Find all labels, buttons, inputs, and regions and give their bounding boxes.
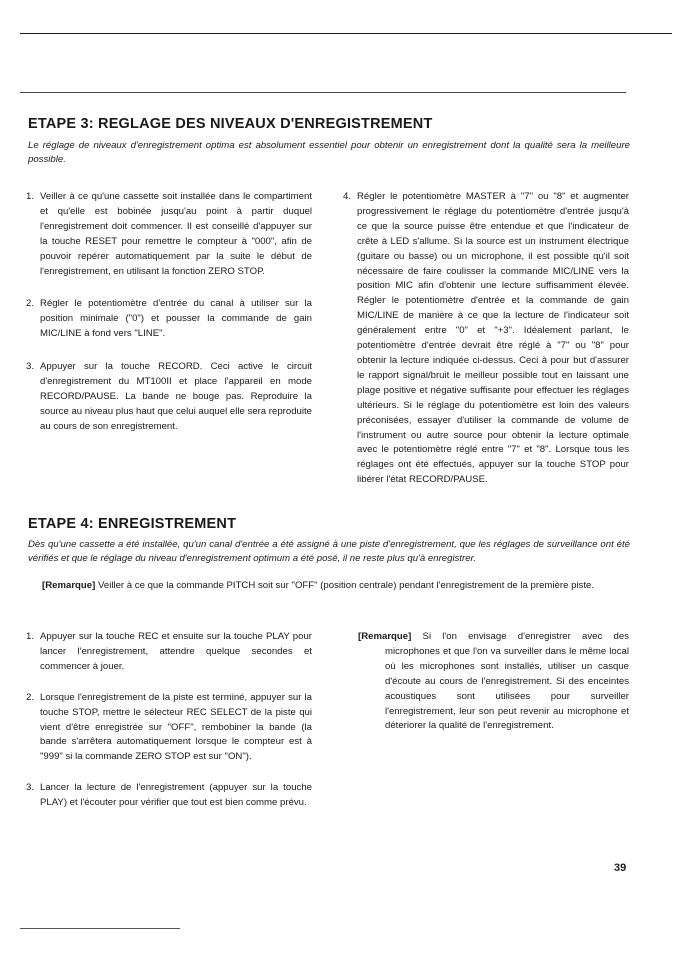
section4-intro: Dès qu'une cassette a été installée, qu'un canal d'entrée a été assigné à une piste d'enregistrement, que les réglages de surveillance ont été vérifiés et que le réglage du niveau d'enregistrement optimum a été posé, il ne reste plus qu'à enregistrer. xyxy=(28,539,630,564)
remark-label: [Remarque] xyxy=(42,580,96,591)
step-text: Appuyer sur la touche REC et ensuite sur la touche PLAY pour lancer l'enregistrement, attendre quelque secondes et commencer à jouer. xyxy=(40,631,312,672)
step-text: Veiller à ce qu'une cassette soit installée dans le compartiment et qu'elle est bobinée jusqu'au point à partir duquel l'enregistrement doit commencer. Il est conseillé d'appuyer sur la touche RESET pour remettre le compteur à "000", afin de pouvoir repérer automatiquement par la suite le début de l'enregistrement, en utilisant la fonction ZERO STOP. xyxy=(40,191,312,277)
list-item xyxy=(26,630,312,675)
section3-title: ETAPE 3: REGLAGE DES NIVEAUX D'ENREGISTREMENT xyxy=(28,116,433,132)
remark-label: [Remarque] xyxy=(358,631,412,642)
page-number: 39 xyxy=(614,862,627,874)
step-text: Régler le potentiomètre d'entrée du canal à utiliser sur la position minimale ("0") et pousser la commande de gain MIC/LINE à fond vers "LINE". xyxy=(40,298,312,340)
step-text: Lorsque l'enregistrement de la piste est terminé, appuyer sur la touche STOP, mettre le sélecteur REC SELECT de la piste qui vient d'être enregistrée sur "OFF", rembobiner la bande (la bande s'arrêtera automatiquement lorsque le compteur est à "999" si la commande ZERO STOP est sur "ON"). xyxy=(40,691,312,763)
step-number: 4. xyxy=(343,191,352,202)
list-item xyxy=(26,297,312,342)
remark-text: Si l'on envisage d'enregistrer avec des microphones et que l'on va surveiller dans le même local où les microphones sont installés, utiliser un casque d'écoute au cours de l'enregistrement. Si des enceintes acoustiques sont utilisées pour surveiller l'enregistrement, leur son peut revenir au microphone et déteriorer la qualité de l'enregistrement. xyxy=(385,631,629,732)
list-item xyxy=(26,691,312,766)
footer-rule xyxy=(20,928,180,929)
list-item xyxy=(343,190,629,488)
step-number: 1. xyxy=(26,191,35,202)
header-rule xyxy=(20,92,626,93)
list-item xyxy=(26,781,312,811)
step-number: 3. xyxy=(26,361,35,373)
step-number: 2. xyxy=(26,298,35,310)
list-item xyxy=(26,360,312,435)
step-text: Lancer la lecture de l'enregistrement (appuyer sur la touche PLAY) et l'écouter pour vérifier que tout est bien comme prévu. xyxy=(40,782,312,809)
list-item xyxy=(26,190,312,279)
section3-left-column xyxy=(26,190,312,435)
remark-text: Veiller à ce que la commande PITCH soit sur "OFF" (position centrale) pendant l'enregistrement de la première piste. xyxy=(97,580,595,591)
section4-left-column xyxy=(26,630,312,811)
step-number: 3. xyxy=(26,782,35,794)
section3-intro: Le réglage de niveaux d'enregistrement optima est absolument essentiel pour obtenir un enregistrement dont la qualité sera la meilleure possible. xyxy=(28,140,630,165)
step-number: 1. xyxy=(26,631,35,642)
remark-note xyxy=(358,630,629,734)
top-rule xyxy=(20,33,672,34)
remark-note xyxy=(42,579,652,594)
step-text: Régler le potentiomètre MASTER à "7" ou "8" et augmenter progressivement le réglage du potentiomètre d'entrée jusqu'à ce que la source puisse être entendue et que l'indicateur de crête à LED s'allume. Si la source est un instrument électrique (guitare ou basse) ou un microphone, il est possible qu'il soit nécessaire de faire coulisser la commande MIC/LINE vers la position MIC afin d'obtenir une lecture suffisamment élevée. Régler le potentiomètre d'entrée et la commande de gain MIC/LINE de manière à ce que la lecture de l'indicateur soit généralement entre "0" et "+3". Idéalement parlant, le potentiomètre d'entrée devrait être réglé à "7" ou "8" pour obtenir la lecture indiquée ci-dessus. Ceci à pour but d'assurer le rapport signal/bruit le meilleur possible tout en laissant une plage positive et négative suffisante pour effectuer les réglages ultérieurs. Si le réglage du potentiomètre est loin des valeurs préconisées, essayer d'utiliser la commande de volume de l'instrument ou autre source pour obtenir la lecture optimale avec le potentiomètre réglé entre "7" et "8". Lorsque tous les réglages ont été effectués, appuyer sur la touche STOP pour libérer l'état RECORD/PAUSE. xyxy=(357,191,629,486)
section4-title: ETAPE 4: ENREGISTREMENT xyxy=(28,516,237,532)
section3-right-column xyxy=(343,190,629,488)
step-text: Appuyer sur la touche RECORD. Ceci active le circuit d'enregistrement du MT100II et place l'appareil en mode RECORD/PAUSE. La bande ne bouge pas. Reproduire la source au niveau plus haut que celui auquel elle sera reproduite au cours de son enregistrement. xyxy=(40,361,313,432)
step-number: 2. xyxy=(26,691,35,703)
